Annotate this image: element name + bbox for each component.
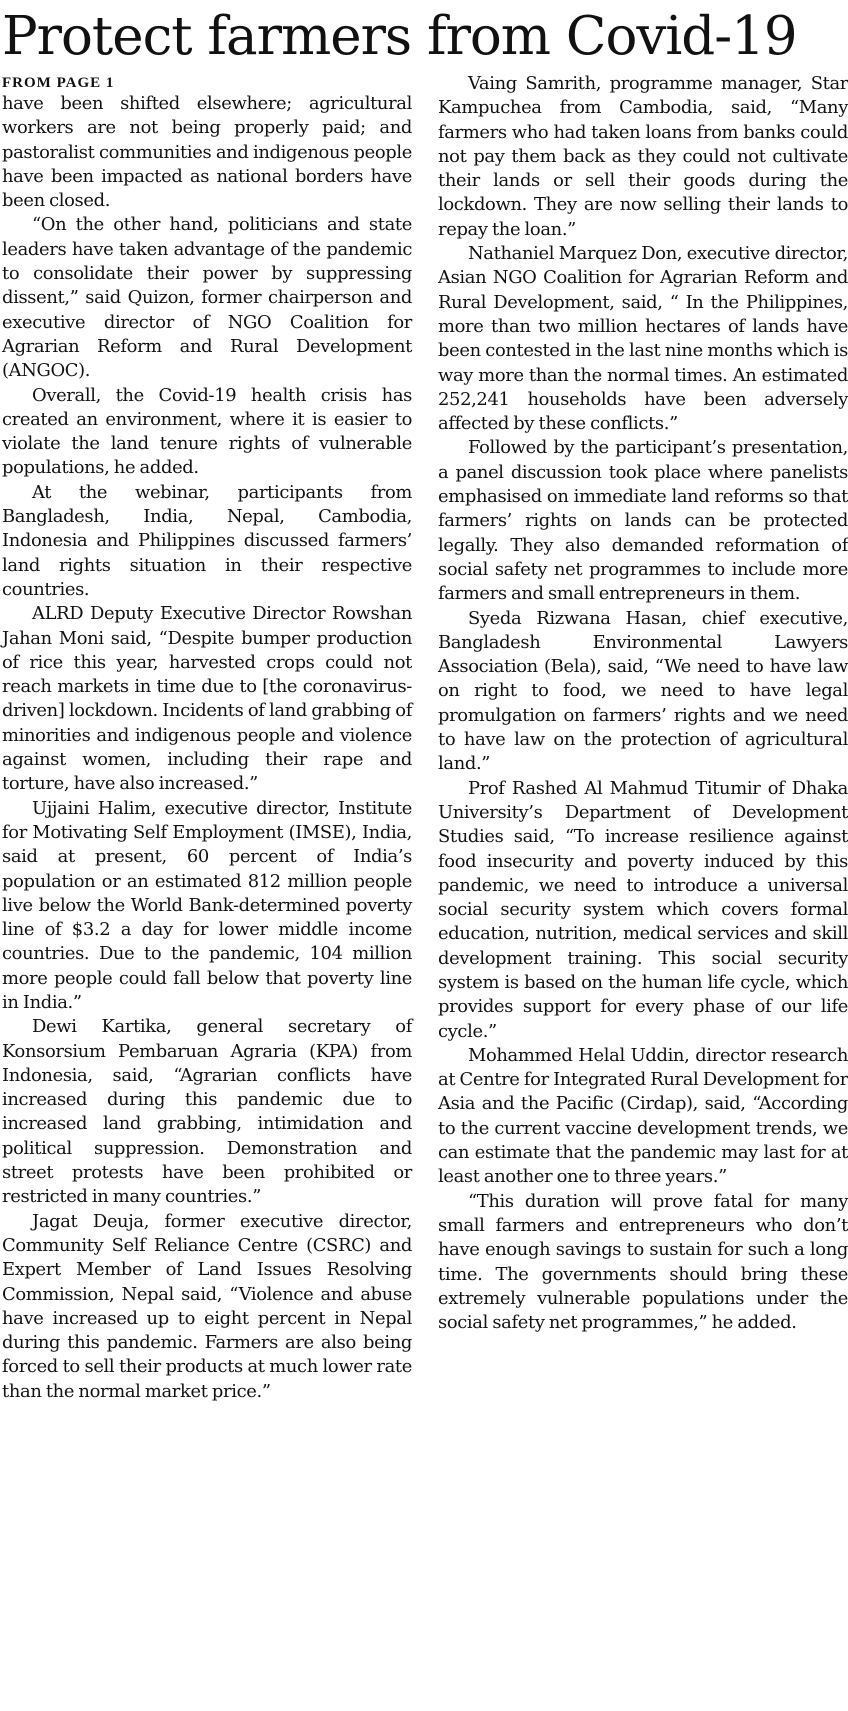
jump-label: FROM PAGE 1: [2, 75, 115, 91]
paragraph: “On the other hand, politicians and state leaders have taken advantage of the pandemic to consolidate their power by suppressing dissent,” said Quizon, former chairperson and executive director of NGO Coalition for Agrarian Reform and Rural Development (ANGOC).: [2, 214, 412, 382]
right-column: [438, 72, 848, 1335]
paragraph: have been shifted elsewhere; agricultural workers are not being properly paid; and pastoralist communities and indigenous people have been impacted as national borders have been closed.: [2, 93, 412, 212]
paragraph: “This duration will prove fatal for many small farmers and entrepreneurs who don’t have enough savings to sustain for such a long time. The governments should bring these extremely vulnerable populations under the social safety net programmes,” he added.: [438, 1190, 848, 1334]
left-column: [2, 72, 412, 1404]
paragraph: Jagat Deuja, former executive director, Community Self Reliance Centre (CSRC) and Expert Member of Land Issues Resolving Commission, Nepal said, “Violence and abuse have increased up to eight percent in Nepal during this pandemic. Farmers are also being forced to sell their products at much lower rate than the normal market price.”: [2, 1210, 412, 1402]
paragraph: Followed by the participant’s presentation, a panel discussion took place where panelists emphasised on immediate land reforms so that farmers’ rights on lands can be protected legally. They also demanded reformation of social safety net programmes to include more farmers and small entrepreneurs in them.: [438, 437, 848, 605]
paragraph: Nathaniel Marquez Don, executive director, Asian NGO Coalition for Agrarian Reform and Rural Development, said, “ In the Philippines, more than two million hectares of lands have been contested in the last nine months which is way more than the normal times. An estimated 252,241 households have been adversely affected by these conflicts.”: [438, 243, 848, 435]
paragraph: Mohammed Helal Uddin, director research at Centre for Integrated Rural Development for Asia and the Pacific (Cirdap), said, “According to the current vaccine development trends, we can estimate that the pandemic may last for at least another one to three years.”: [438, 1044, 848, 1188]
paragraph: ALRD Deputy Executive Director Rowshan Jahan Moni said, “Despite bumper production of rice this year, harvested crops could not reach markets in time due to [the coronavirus-driven] lockdown. Incidents of land grabbing of minorities and indigenous people and violence against women, including their rape and torture, have also increased.”: [2, 603, 412, 795]
paragraph: At the webinar, participants from Bangladesh, India, Nepal, Cambodia, Indonesia and Philippines discussed farmers’ land rights situation in their respective countries.: [2, 481, 412, 600]
paragraph: Vaing Samrith, programme manager, Star Kampuchea from Cambodia, said, “Many farmers who had taken loans from banks could not pay them back as they could not cultivate their lands or sell their goods during the lockdown. They are now selling their lands to repay the loan.”: [438, 73, 848, 240]
paragraph: Dewi Kartika, general secretary of Konsorsium Pembaruan Agraria (KPA) from Indonesia, said, “Agrarian conflicts have increased during this pandemic due to increased land grabbing, intimidation and political suppression. Demonstration and street protests have been prohibited or restricted in many countries.”: [2, 1016, 412, 1208]
paragraph: Overall, the Covid-19 health crisis has created an environment, where it is easier to violate the land tenure rights of vulnerable populations, he added.: [2, 384, 412, 479]
paragraph: Syeda Rizwana Hasan, chief executive, Bangladesh Environmental Lawyers Association (Bela), said, “We need to have law on right to food, we need to have legal promulgation on farmers’ rights and we need to have law on the protection of agricultural land.”: [438, 607, 848, 775]
paragraph: Prof Rashed Al Mahmud Titumir of Dhaka University’s Department of Development Studies said, “To increase resilience against food insecurity and poverty induced by this pandemic, we need to introduce a universal social security system which covers formal education, nutrition, medical services and skill development training. This social security system is based on the human life cycle, which provides support for every phase of our life cycle.”: [438, 777, 848, 1042]
paragraph: Ujjaini Halim, executive director, Institute for Motivating Self Employment (IMSE), India, said at present, 60 percent of India’s population or an estimated 812 million people live below the World Bank-determined poverty line of $3.2 a day for lower middle income countries. Due to the pandemic, 104 million more people could fall below that poverty line in India.”: [2, 797, 412, 1013]
article-headline: Protect farmers from Covid-19: [2, 6, 797, 67]
